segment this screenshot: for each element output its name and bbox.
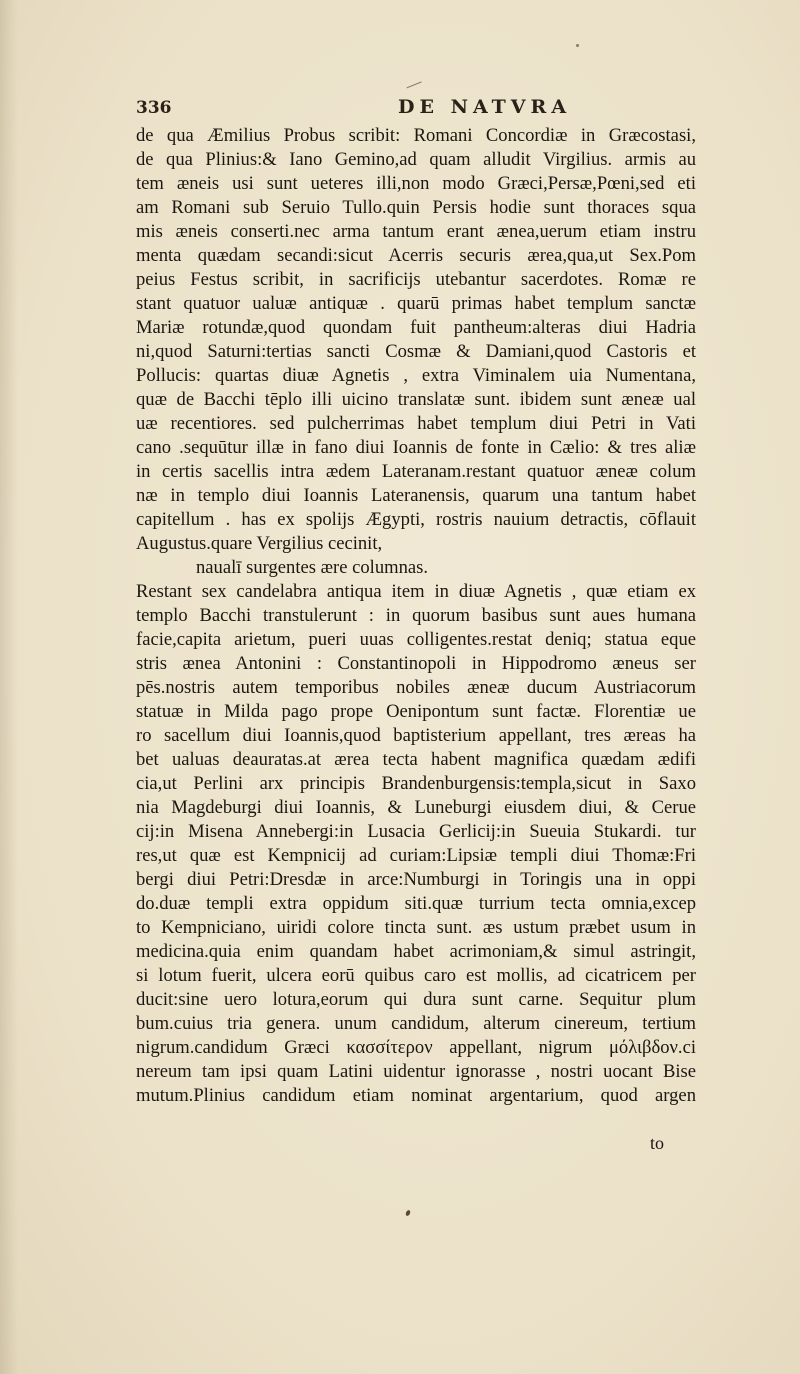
- text-line: uæ recentiores. sed pulcherrimas habet templum diui Petri in Vati: [136, 413, 696, 434]
- text-line: facie,capita arietum, pueri uuas colligentes.restat deniq; statua eque: [136, 629, 696, 650]
- text-line: Pollucis: quartas diuæ Agnetis , extra Viminalem uia Numentana,: [136, 365, 696, 386]
- text-line: bum.cuius tria genera. unum candidum, alterum cinereum, tertium: [136, 1013, 696, 1034]
- text-line: ducit:sine uero lotura,eorum qui dura sunt carne. Sequitur plum: [136, 989, 696, 1010]
- text-line: cij:in Misena Annebergi:in Lusacia Gerlicij:in Sueuia Stukardi. tur: [136, 821, 696, 842]
- text-line: Augustus.quare Vergilius cecinit,: [136, 533, 383, 554]
- text-line: stris ænea Antonini : Constantinopoli in Hippodromo æneus ser: [136, 653, 696, 674]
- text-line: res,ut quæ est Kempnicij ad curiam:Lipsiæ templi diui Thomæ:Fri: [136, 845, 696, 866]
- catchword: to: [650, 1133, 665, 1153]
- text-line: capitellum . has ex spolijs Ægypti, rostris nauium detractis, cōflauit: [136, 509, 696, 530]
- ink-blot: [405, 1209, 411, 1216]
- text-line: cano .sequūtur illæ in fano diui Ioannis de fonte in Cælio: & tres aliæ: [136, 437, 696, 458]
- running-head: DE NATVRA: [398, 96, 572, 118]
- text-line: bet ualuas deauratas.at ærea tecta habent magnifica quædam ædifi: [136, 749, 696, 770]
- text-line: pēs.nostris autem temporibus nobiles æneæ ducum Austriacorum: [136, 677, 696, 698]
- text-line: to Kempniciano, uiridi colore tincta sunt. æs ustum præbet usum in: [136, 917, 696, 938]
- text-line: medicina.quia enim quandam habet acrimoniam,& simul astringit,: [136, 941, 696, 962]
- text-line: stant quatuor ualuæ antiquæ . quarū primas habet templum sanctæ: [136, 293, 696, 314]
- text-line: do.duæ templi extra oppidum siti.quæ turrium tecta omnia,excep: [136, 893, 696, 914]
- text-line: templo Bacchi transtulerunt : in quorum basibus sunt aues humana: [136, 605, 696, 626]
- text-line: nigrum.candidum Græci κασσίτερον appellant, nigrum μόλιβδον.ci: [136, 1037, 696, 1058]
- gutter-shadow: [0, 0, 18, 1374]
- text-line: am Romani sub Seruio Tullo.quin Persis hodie sunt thoraces squa: [136, 197, 696, 218]
- text-line: bergi diui Petri:Dresdæ in arce:Numburgi in Toringis una in oppi: [136, 869, 696, 890]
- text-line: ni,quod Saturni:tertias sancti Cosmæ & Damiani,quod Castoris et: [136, 341, 696, 362]
- text-line: nia Magdeburgi diui Ioannis, & Luneburgi eiusdem diui, & Cerue: [136, 797, 696, 818]
- page-header: [136, 96, 696, 122]
- text-line: quæ de Bacchi tēplo illi uicino translatæ sunt. ibidem sunt æneæ ual: [136, 389, 696, 410]
- text-line: Mariæ rotundæ,quod quondam fuit pantheum:alteras diui Hadria: [136, 317, 696, 338]
- verse-line: naualī surgentes ære columnas.: [196, 557, 429, 578]
- text-line: mutum.Plinius candidum etiam nominat argentarium, quod argen: [136, 1085, 696, 1106]
- ink-speck: [576, 44, 579, 47]
- text-line: peius Festus scribit, in sacrificijs utebantur sacerdotes. Romæ re: [136, 269, 696, 290]
- text-line: ro sacellum diui Ioannis,quod baptisterium appellant, tres æreas ha: [136, 725, 696, 746]
- body-text: [136, 124, 696, 1108]
- text-line: statuæ in Milda pago prope Oenipontum sunt factæ. Florentiæ ue: [136, 701, 696, 722]
- text-line: næ in templo diui Ioannis Lateranensis, quarum una tantum habet: [136, 485, 696, 506]
- text-line: nereum tam ipsi quam Latini uidentur ignorasse , nostri uocant Bise: [136, 1061, 696, 1082]
- text-line: de qua Æmilius Probus scribit: Romani Concordiæ in Græcostasi,: [136, 125, 696, 146]
- page-number: 336: [136, 98, 172, 118]
- text-line: tem æneis usi sunt ueteres illi,non modo Græci,Persæ,Pœni,sed eti: [136, 173, 696, 194]
- text-line: mis æneis conserti.nec arma tantum erant ænea,uerum etiam instru: [136, 221, 696, 242]
- text-line: menta quædam secandi:sicut Acerris securis ærea,qua,ut Sex.Pom: [136, 245, 696, 266]
- text-line: cia,ut Perlini arx principis Brandenburgensis:templa,sicut in Saxo: [136, 773, 696, 794]
- text-line: Restant sex candelabra antiqua item in diuæ Agnetis , quæ etiam ex: [136, 581, 696, 602]
- text-line: in certis sacellis intra ædem Lateranam.restant quatuor æneæ colum: [136, 461, 696, 482]
- text-line: si lotum fuerit, ulcera eorū quibus caro est mollis, ad cicatricem per: [136, 965, 696, 986]
- text-line: de qua Plinius:& Iano Gemino,ad quam alludit Virgilius. armis au: [136, 149, 696, 170]
